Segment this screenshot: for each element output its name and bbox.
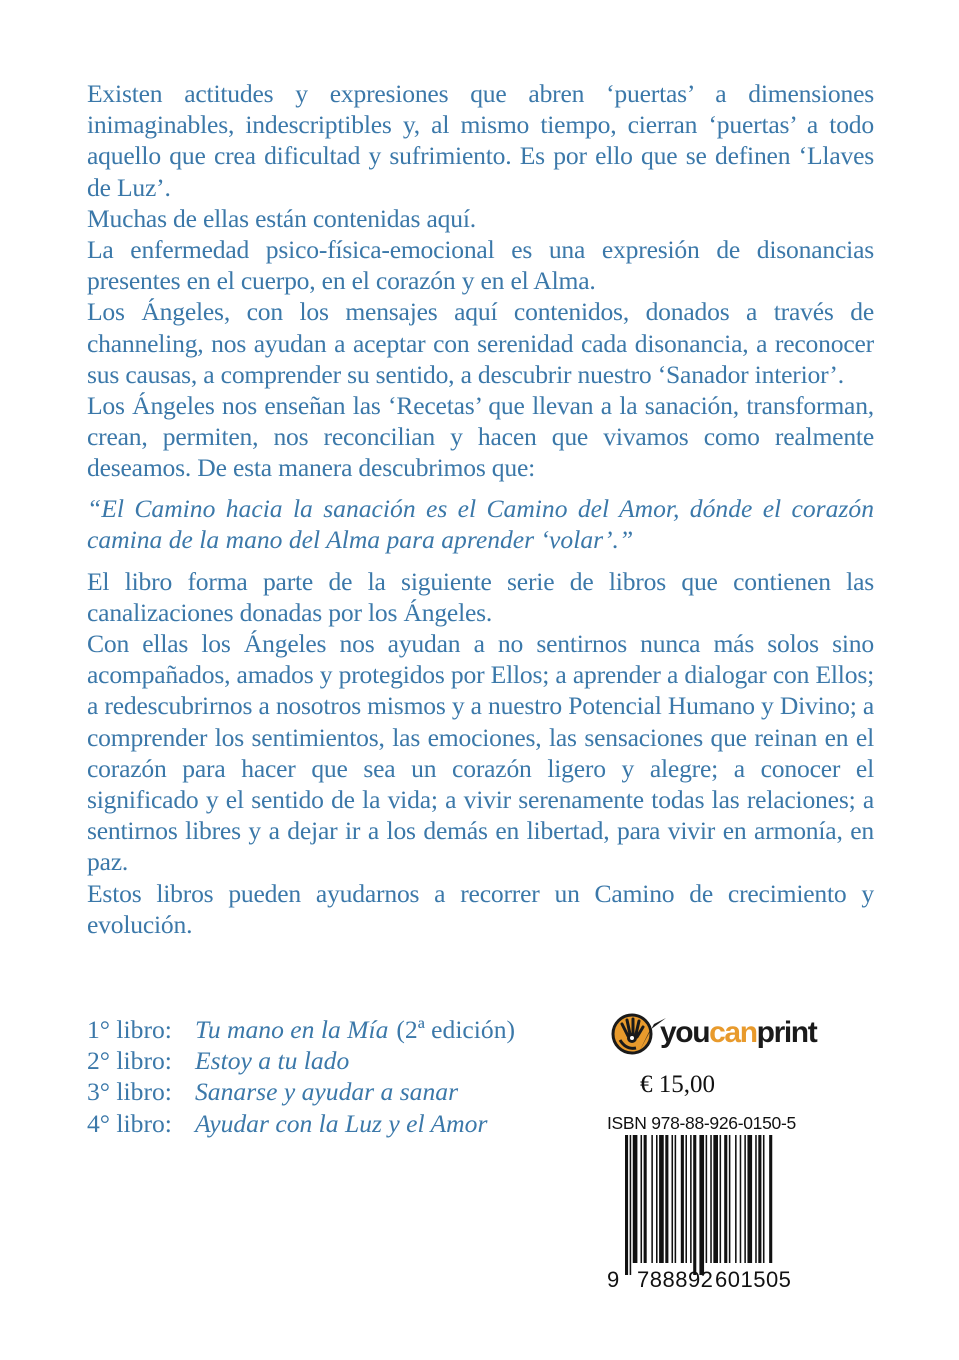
book-item bbox=[87, 1108, 515, 1139]
book-number: 2° libro: bbox=[87, 1046, 172, 1076]
paragraph-6: El libro forma parte de la siguiente serie de libros que contienen las canalizaciones donadas por los Ángeles. bbox=[87, 566, 874, 627]
book-number: 3° libro: bbox=[87, 1077, 172, 1107]
book-item bbox=[87, 1076, 515, 1107]
paragraph-5: Los Ángeles nos enseñan las ‘Recetas’ que llevan a la sanación, transforman, crean, permiten, nos reconcilian y hacen que vivamos como realmente deseamos. De esta manera descubrimos que: bbox=[87, 391, 874, 483]
publisher-logo bbox=[610, 1010, 817, 1054]
price: € 15,00 bbox=[640, 1071, 715, 1098]
paragraph-7: Con ellas los Ángeles nos ayudan a no sentirnos nunca más solos sino acompañados, amados y protegidos por Ellos; a aprender a dialogar con Ellos; a redescubrirnos a nosotros mismos y a nuestro Potencial Humano y Divino; a comprender los sentimientos, las emociones, las sensaciones que reinan en el corazón para hacer que sea un corazón ligero y alegre; a conocer el significado y el sentido de la vida; a vivir serenamente todas las relaciones; a sentirnos libres y a dejar ir a los demás en libertad, para vivir en armonía, en paz. bbox=[87, 629, 874, 877]
svg-text:601505: 601505 bbox=[715, 1267, 792, 1292]
paragraph-2: Muchas de ellas están contenidas aquí. bbox=[87, 203, 476, 233]
book-number: 1° libro: bbox=[87, 1015, 172, 1044]
paragraph-8: Estos libros pueden ayudarnos a recorrer un Camino de crecimiento y evolución. bbox=[87, 878, 874, 939]
paragraph-4: Los Ángeles, con los mensajes aquí contenidos, donados a través de channeling, nos ayudan a aceptar con serenidad cada disonancia, a reconocer sus causas, a comprender su sentido, a descubrir nuestro ‘Sanador interior’. bbox=[87, 297, 874, 389]
quote: “El Camino hacia la sanación es el Camino del Amor, dónde el corazón camina de la mano del Alma para aprender ‘volar’.” bbox=[87, 493, 874, 555]
paragraph-3: La enfermedad psico-física-emocional es una expresión de disonancias presentes en el cuerpo, en el corazón y en el Alma. bbox=[87, 235, 874, 296]
back-cover-text bbox=[87, 78, 874, 940]
book-title: Estoy a tu lado bbox=[195, 1046, 350, 1076]
barcode bbox=[607, 1135, 807, 1295]
book-title: Tu mano en la Mía bbox=[195, 1015, 389, 1044]
barcode-bars bbox=[607, 1135, 807, 1295]
book-title: Ayudar con la Luz y el Amor bbox=[195, 1108, 488, 1138]
svg-text:9: 9 bbox=[607, 1267, 620, 1292]
paragraph-1: Existen actitudes y expresiones que abren ‘puertas’ a dimensiones inimaginables, indescriptibles y, al mismo tiempo, cierran ‘puertas’ a todo aquello que crea dificultad y sufrimiento. Es por ello que se definen ‘Llaves de Luz’. bbox=[87, 79, 874, 202]
svg-text:788892: 788892 bbox=[637, 1267, 714, 1292]
isbn-label: ISBN 978-88-926-0150-5 bbox=[607, 1113, 796, 1133]
book-title: Sanarse y ayudar a sanar bbox=[195, 1077, 459, 1107]
book-edition: (2ª edición) bbox=[396, 1015, 516, 1044]
book-series-list bbox=[87, 1014, 515, 1139]
book-item bbox=[87, 1014, 515, 1045]
publisher-name: youcanprint bbox=[660, 1016, 817, 1049]
book-number: 4° libro: bbox=[87, 1108, 172, 1138]
book-item bbox=[87, 1045, 515, 1076]
